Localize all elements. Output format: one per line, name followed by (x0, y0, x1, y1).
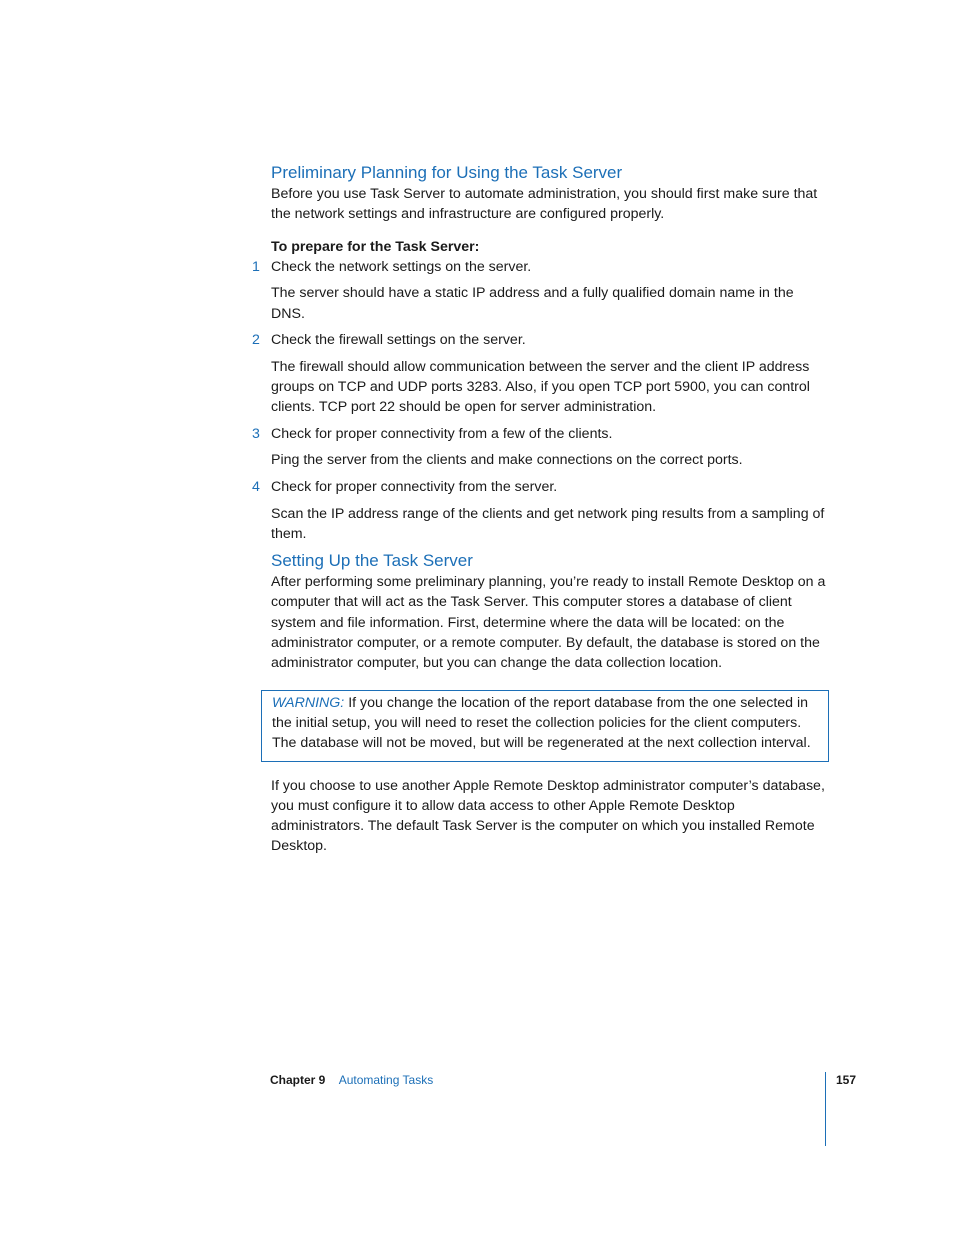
procedure-step (252, 477, 827, 544)
section-intro-paragraph: After performing some preliminary planning, you’re ready to install Remote Desktop on a computer that will act as the Task Server. This computer stores a database of client system and file information. First, determine where the data will be located: on the administrator computer, or a remote computer. By default, the database is stored on the administrator computer, but you can change the data collection location. (271, 574, 826, 672)
step-text (252, 477, 827, 497)
step-detail: Ping the server from the clients and make connections on the correct ports. (271, 452, 743, 469)
footer-divider (825, 1072, 826, 1146)
warning-box (261, 690, 829, 762)
footer-chapter-title: Automating Tasks (338, 1073, 434, 1087)
step-number: 3 (252, 425, 260, 442)
page-number: 157 (836, 1073, 857, 1087)
page-content (252, 162, 827, 857)
section-heading-preliminary-planning: Preliminary Planning for Using the Task Server (271, 163, 623, 182)
section-intro-paragraph: Before you use Task Server to automate administration, you should first make sure that the network settings and infrastructure are configured properly. (271, 186, 818, 223)
warning-label: WARNING: (272, 694, 345, 711)
step-instruction: Check the firewall settings on the server. (271, 331, 526, 348)
step-text (252, 257, 827, 277)
warning-text: If you change the location of the report database from the one selected in the initial setup, you will need to reset the collection policies for the client computers. The database will not be moved, but will be regenerated at the next collection interval. (272, 694, 811, 752)
step-detail: Scan the IP address range of the clients and get network ping results from a sampling of them. (271, 505, 825, 542)
step-number: 1 (252, 258, 260, 275)
footer-chapter: Chapter 9 (270, 1073, 326, 1087)
step-text (252, 424, 827, 444)
step-instruction: Check for proper connectivity from the server. (271, 478, 558, 495)
step-detail: The firewall should allow communication between the server and the client IP address groups on TCP and UDP ports 3283. Also, if you open TCP port 5900, you can control clients. TCP port 22 should be open for server administration. (271, 358, 810, 416)
page-footer (270, 1072, 433, 1088)
procedure-step (252, 424, 827, 471)
procedure-step (252, 330, 827, 418)
step-instruction: Check the network settings on the server. (271, 258, 532, 275)
step-detail: The server should have a static IP address and a fully qualified domain name in the DNS. (271, 285, 794, 322)
step-instruction: Check for proper connectivity from a few of the clients. (271, 425, 613, 442)
procedure-step (252, 257, 827, 324)
step-number: 4 (252, 478, 260, 495)
step-text (252, 330, 827, 350)
step-number: 2 (252, 331, 260, 348)
section-heading-setting-up: Setting Up the Task Server (271, 551, 473, 571)
procedure-title: To prepare for the Task Server: (271, 238, 480, 255)
closing-paragraph: If you choose to use another Apple Remote Desktop administrator computer’s database, you must configure it to allow data access to other Apple Remote Desktop administrators. The default Task Server is the computer on which you installed Remote Desktop. (271, 777, 825, 855)
